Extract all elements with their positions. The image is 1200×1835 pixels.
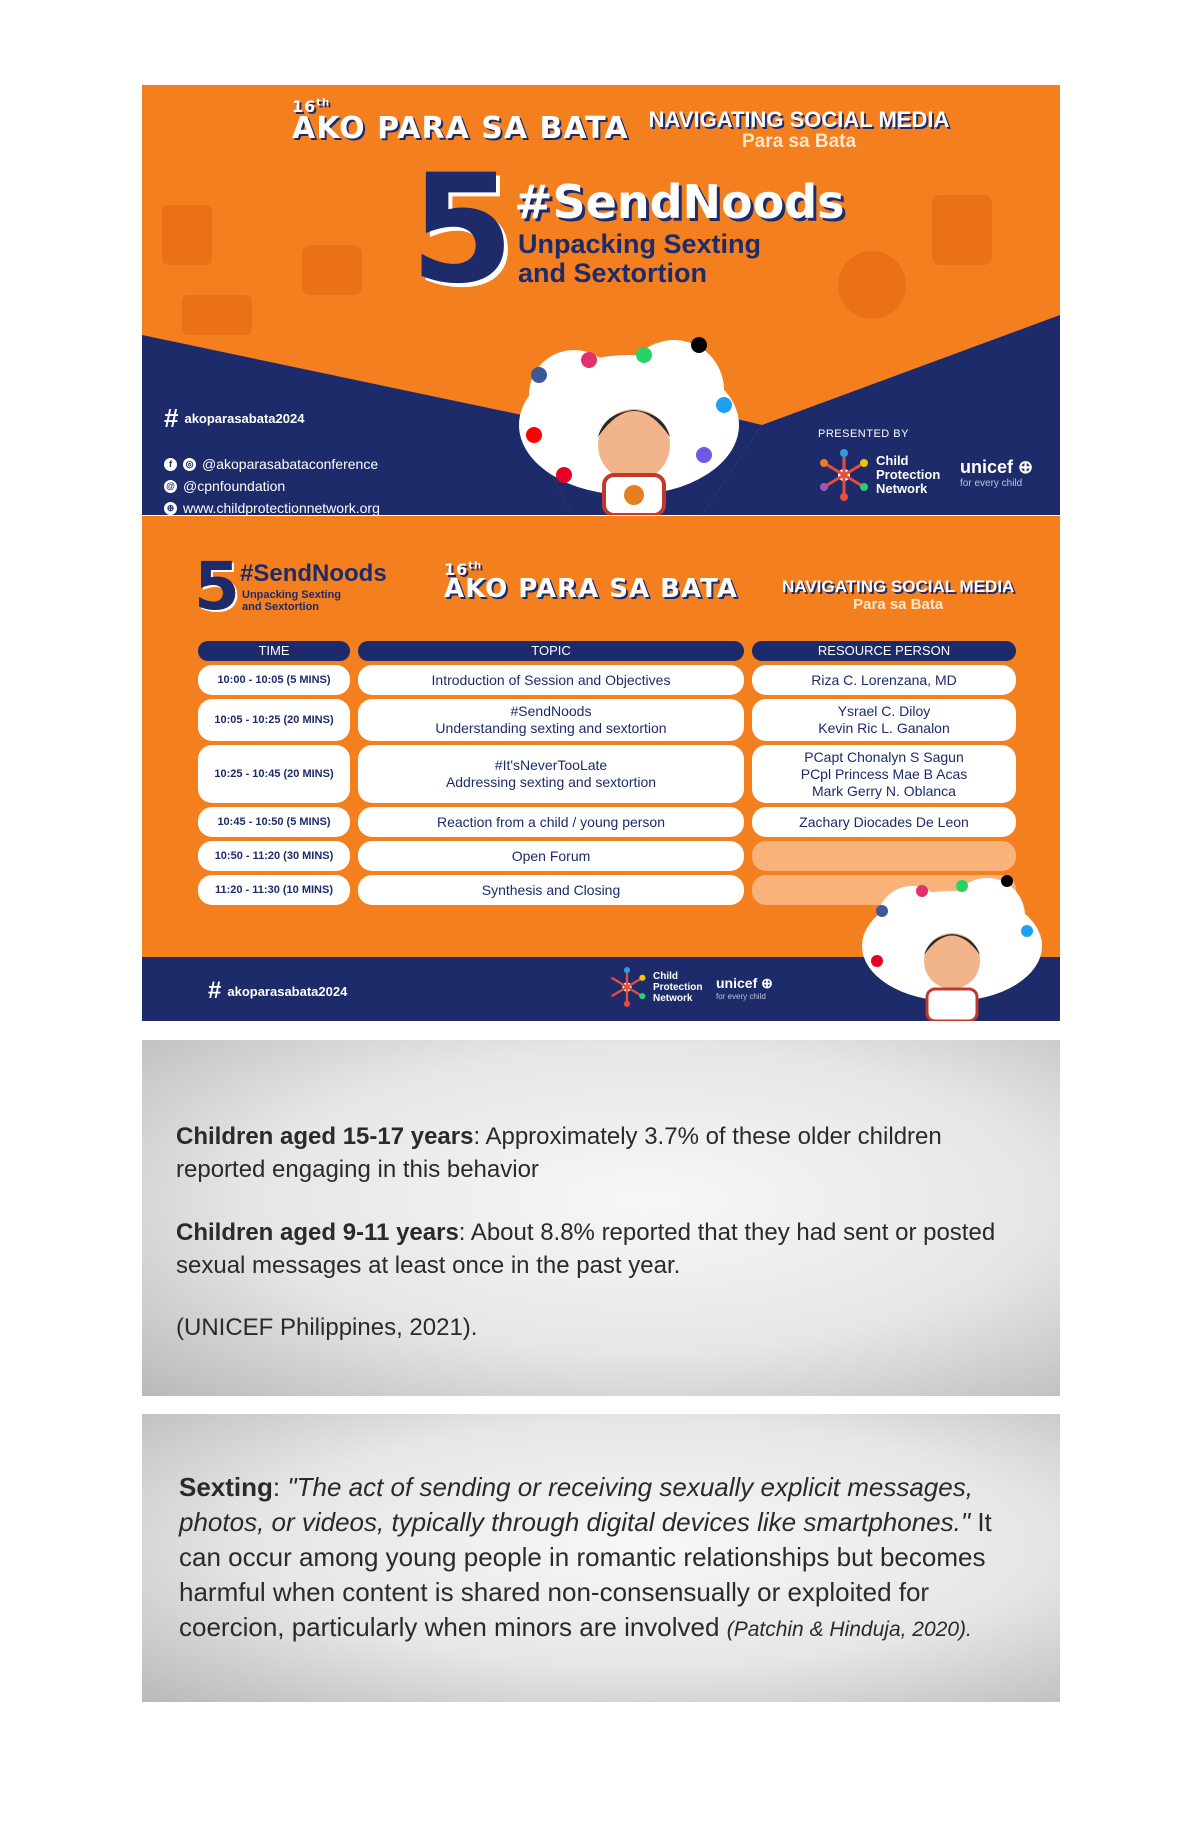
- unicef-globe-icon: ⊕: [761, 975, 773, 991]
- table-row: [198, 745, 1016, 803]
- facebook-icon: f: [164, 458, 177, 471]
- instagram-icon: ◎: [183, 458, 196, 471]
- schedule-hashtag: # akoparasabata2024: [208, 977, 348, 1004]
- session-number: 5: [410, 143, 515, 317]
- resource-person-header: RESOURCE PERSON: [752, 641, 1016, 661]
- schedule-theme-title: NAVIGATING SOCIAL MEDIA Para sa Bata: [782, 577, 1015, 613]
- schedule-unicef-logo: unicef ⊕ for every child: [716, 975, 773, 1001]
- schedule-cpn-logo: Child Protection Network: [607, 967, 702, 1007]
- statistics-slide: [142, 1040, 1060, 1396]
- session-subtitle: Unpacking Sexting and Sextortion: [518, 229, 762, 288]
- resource-cell: PCapt Chonalyn S Sagun PCpl Princess Mae B Acas Mark Gerry N. Oblanca: [752, 745, 1016, 803]
- schedule-session-number: 5: [194, 548, 240, 625]
- schedule-session-subtitle: Unpacking Sexting and Sextortion: [242, 589, 342, 613]
- cpn-wheel-icon: [607, 967, 647, 1007]
- ako-para-sa-bata-logo: 16th AKO PARA SA BATA: [292, 97, 629, 146]
- globe-icon: ⊕: [164, 502, 177, 515]
- time-cell: 10:50 - 11:20 (30 MINS): [198, 841, 350, 871]
- social-links: [164, 403, 380, 515]
- session-title: #SendNoods: [514, 175, 845, 229]
- threads-icon: @: [164, 480, 177, 493]
- facebook-instagram-handle: f ◎ @akoparasabataconference: [164, 456, 380, 472]
- schedule-session-title: #SendNoods: [240, 560, 387, 587]
- topic-cell: #It'sNeverTooLate Addressing sexting and sextortion: [358, 745, 744, 803]
- table-row: [198, 699, 1016, 741]
- resource-cell: Riza C. Lorenzana, MD: [752, 665, 1016, 695]
- schedule-brand-logo: 16th AKO PARA SA BATA: [444, 560, 738, 604]
- social-media-cloud-illustration: [494, 315, 764, 515]
- stat-younger-children: Children aged 9-11 years: About 8.8% reported that they had sent or posted sexual messages at least once in the past year.: [176, 1219, 996, 1279]
- stat-source: (UNICEF Philippines, 2021).: [176, 1314, 478, 1341]
- threads-handle: @ @cpnfoundation: [164, 478, 380, 494]
- schedule-header-row: [198, 641, 1016, 661]
- topic-cell: Introduction of Session and Objectives: [358, 665, 744, 695]
- theme-title: NAVIGATING SOCIAL MEDIA Para sa Bata: [648, 107, 950, 152]
- unicef-logo: unicef ⊕ for every child: [960, 457, 1034, 489]
- banner-header: [292, 97, 949, 153]
- time-cell: 10:05 - 10:25 (20 MINS): [198, 699, 350, 741]
- presented-by-label: PRESENTED BY: [818, 428, 909, 440]
- definition-slide: [142, 1414, 1060, 1702]
- child-protection-network-logo: Child Protection Network: [818, 449, 940, 501]
- social-media-cloud-illustration: [842, 861, 1052, 1021]
- cpn-wheel-icon: [818, 449, 870, 501]
- time-header: TIME: [198, 641, 350, 661]
- topic-cell: Reaction from a child / young person: [358, 807, 744, 837]
- unicef-globe-icon: ⊕: [1018, 457, 1034, 477]
- website-link: ⊕ www.childprotectionnetwork.org: [164, 500, 380, 515]
- table-row: [198, 665, 1016, 695]
- resource-cell: Zachary Diocades De Leon: [752, 807, 1016, 837]
- brand-text: AKO PARA SA BATA: [292, 111, 629, 146]
- time-cell: 10:00 - 10:05 (5 MINS): [198, 665, 350, 695]
- sexting-definition: Sexting: "The act of sending or receiving sexually explicit messages, photos, or videos, typically through digital devices like smartphones." It can occur among young people in romantic relationships but becomes harmful when content is shared non-consensually or exploited for coercion, particularly when minors are involved (Patchin & Hinduja, 2020).: [179, 1472, 992, 1642]
- schedule-slide: [142, 516, 1060, 1021]
- topic-cell: Synthesis and Closing: [358, 875, 744, 905]
- time-cell: 10:25 - 10:45 (20 MINS): [198, 745, 350, 803]
- topic-cell: Open Forum: [358, 841, 744, 871]
- topic-cell: #SendNoods Understanding sexting and sextortion: [358, 699, 744, 741]
- resource-cell: Ysrael C. Diloy Kevin Ric L. Ganalon: [752, 699, 1016, 741]
- table-row: [198, 807, 1016, 837]
- event-hashtag: # akoparasabata2024: [164, 403, 305, 433]
- time-cell: 11:20 - 11:30 (10 MINS): [198, 875, 350, 905]
- event-banner: [142, 85, 1060, 515]
- time-cell: 10:45 - 10:50 (5 MINS): [198, 807, 350, 837]
- topic-header: TOPIC: [358, 641, 744, 661]
- stat-older-children: Children aged 15-17 years: Approximately 3.7% of these older children reported engaging in this behavior: [176, 1123, 942, 1183]
